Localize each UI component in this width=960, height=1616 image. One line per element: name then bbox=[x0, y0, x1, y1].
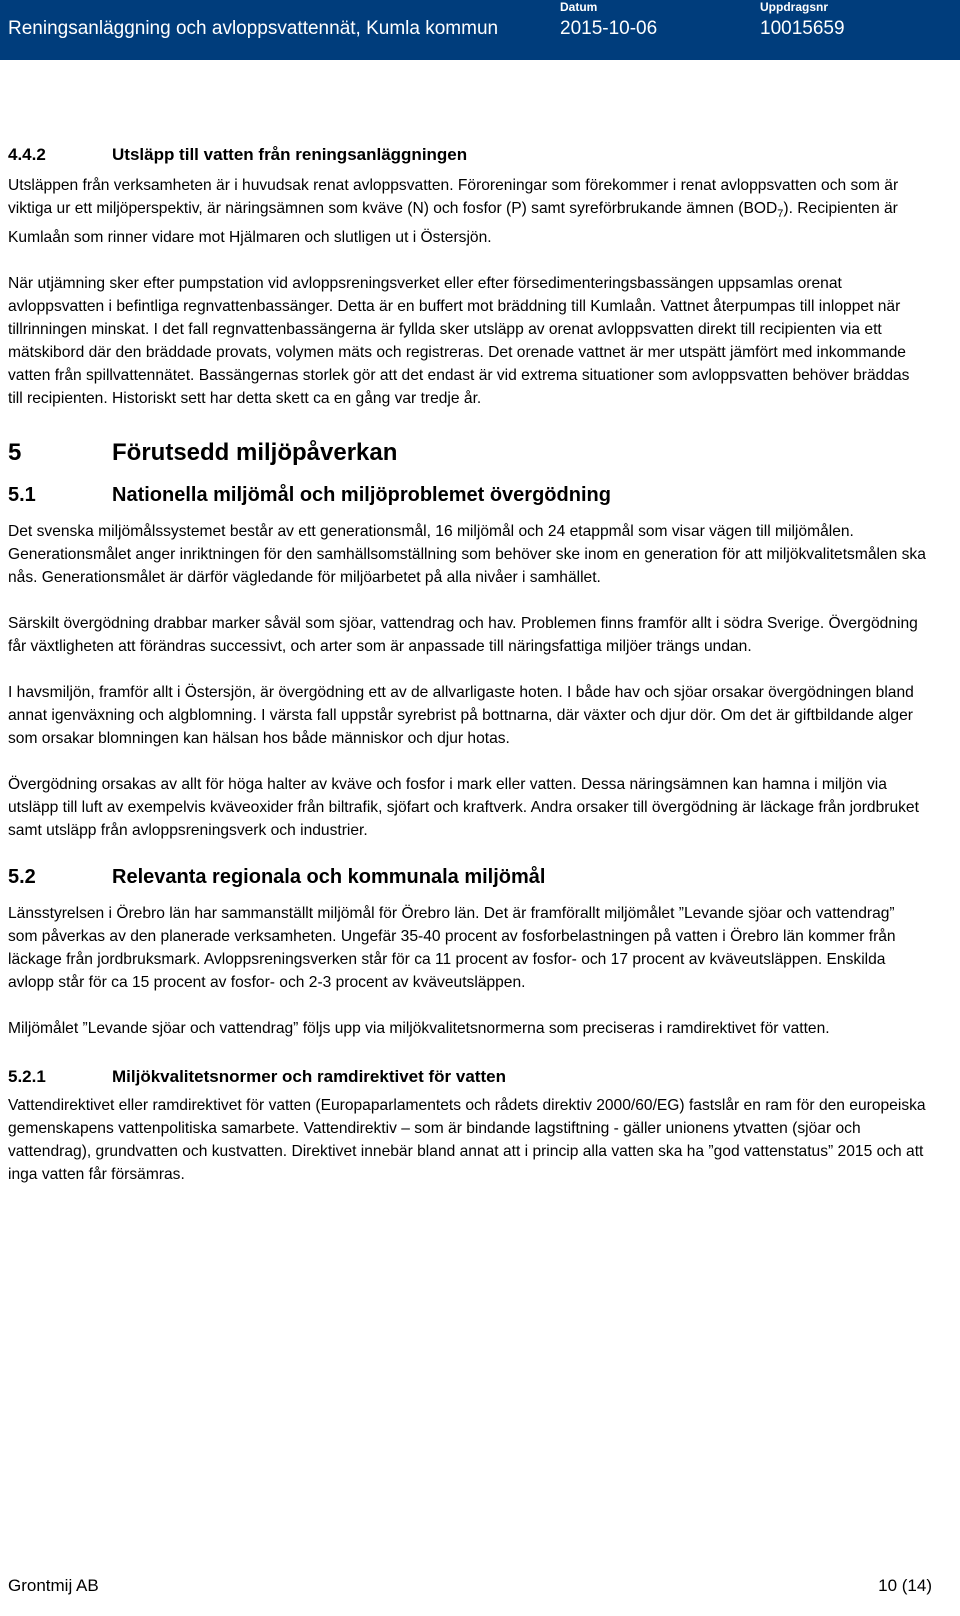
footer-company: Grontmij AB bbox=[8, 1576, 99, 1595]
paragraph: Övergödning orsakas av allt för höga halter av kväve och fosfor i mark eller vatten. Dessa näringsämnen kan hamna i miljön via utsläpp till luft av exempelvis kväveoxider från biltrafik, sjöfart och kraftverk. Andra orsaker till övergödning är läckage från jordbruket samt utsläpp från avloppsreningsverk och industrier. bbox=[8, 776, 919, 840]
paragraph: När utjämning sker efter pumpstation vid avloppsreningsverket eller efter försedimenteringsbassängen uppsamlas orenat avloppsvatten i befintliga regnvattenbassänger. Detta är en buffert mot bräddning till Kumlaån. Vattnet återpumpas till inloppet när tillrinningen minskat. I det fall regnvattenbassängerna är fyllda sker utsläpp av orenat avloppsvatten direkt till recipienten via ett mätskibord där den bräddade provats, volymen mäts och registreras. Det orenade vattnet är mer utspätt jämfört med inkommande vatten från spillvattennätet. Bassängernas storlek gör att det endast är vid extrema situationer som avloppsvatten behöver bräddas till recipienten. Historiskt sett har detta skett ca en gång var tredje år. bbox=[8, 275, 910, 408]
date-value: 2015-10-06 bbox=[560, 18, 658, 39]
page-header bbox=[0, 0, 960, 60]
ref-value: 10015659 bbox=[760, 18, 845, 39]
paragraph: Länsstyrelsen i Örebro län har sammanställt miljömål för Örebro län. Det är framförallt miljömålet ”Levande sjöar och vattendrag” som påverkas av den planerade verksamheten. Ungefär 35-40 procent av fosforbelastningen på vatten i Örebro län kommer från läckage från jordbruksmark. Avloppsreningsverken står för ca 11 procent av fosfor- och 17 procent av kväveutsläppen. Enskilda avlopp står för ca 15 procent av fosfor- och 2-3 procent av kväveutsläppen. bbox=[8, 905, 896, 992]
footer-page-number: 10 (14) bbox=[878, 1576, 932, 1595]
paragraph: Utsläppen från verksamheten är i huvudsak renat avloppsvatten. Föroreningar som förekommer i renat avloppsvatten och som är viktiga ur ett miljöperspektiv, är näringsämnen som kväve (N) och fosfor (P) samt syreförbrukande ämnen $(BOD_7)$. Recipienten är Kumlaån som rinner vidare mot Hjälmaren och slutligen ut i Östersjön. bbox=[8, 177, 899, 247]
heading-number: 5.2.1 bbox=[8, 1067, 46, 1087]
date-label: Datum bbox=[560, 0, 598, 14]
document-title: Reningsanläggning och avloppsvattennät, Kumla kommun bbox=[8, 18, 499, 39]
heading-text: Förutsedd miljöpåverkan bbox=[112, 439, 398, 467]
heading-4-4-2 bbox=[8, 144, 928, 166]
heading-number: 5.2 bbox=[8, 866, 36, 889]
heading-5-2-1 bbox=[8, 1066, 928, 1088]
heading-text: Relevanta regionala och kommunala miljömål bbox=[112, 866, 546, 889]
heading-number: 5.1 bbox=[8, 484, 36, 507]
document-body bbox=[8, 144, 928, 1186]
ref-label: Uppdragsnr bbox=[760, 0, 829, 14]
paragraph: Miljömålet ”Levande sjöar och vattendrag” följs upp via miljökvalitetsnormerna som preciseras i ramdirektivet för vatten. bbox=[8, 1020, 830, 1038]
paragraph: Vattendirektivet eller ramdirektivet för vatten (Europaparlamentets och rådets direktiv 2000/60/EG) fastslår en ram för den europeiska gemenskapens vattenpolitiska samarbete. Vattendirektiv – som är bindande lagstiftning - gäller unionens ytvatten (sjöar och vattendrag), grundvatten och kustvatten. Direktivet innebär bland annat att i princip alla vatten ska ha ”god vattenstatus” 2015 och att inga vatten får försämras. bbox=[8, 1097, 926, 1184]
heading-number: 5 bbox=[8, 439, 22, 467]
paragraph: I havsmiljön, framför allt i Östersjön, är övergödning ett av de allvarligaste hoten. I både hav och sjöar orsakar övergödningen bland annat igenväxning och algblomning. I värsta fall uppstår syrebrist på bottnarna, där växter och djur dör. Om det är giftbildande alger som orsakar blomningen kan hälsan hos både människor och djur hotas. bbox=[8, 684, 914, 748]
heading-text: Miljökvalitetsnormer och ramdirektivet för vatten bbox=[112, 1067, 506, 1087]
heading-5 bbox=[8, 438, 928, 468]
heading-text: Utsläpp till vatten från reningsanläggningen bbox=[112, 145, 468, 164]
heading-number: 4.4.2 bbox=[8, 145, 46, 164]
paragraph: Det svenska miljömålssystemet består av ett generationsmål, 16 miljömål och 24 etappmål som visar vägen till miljömålen. Generationsmålet anger inriktningen för den samhällsomställning som behöver ske inom en generation för att miljökvalitetsmålen ska nås. Generationsmålet är därför vägledande för miljöarbetet på alla nivåer i samhället. bbox=[8, 523, 926, 587]
heading-text: Nationella miljömål och miljöproblemet övergödning bbox=[112, 484, 611, 507]
heading-5-2 bbox=[8, 864, 928, 890]
paragraph: Särskilt övergödning drabbar marker såväl som sjöar, vattendrag och hav. Problemen finns framför allt i södra Sverige. Övergödning får växtligheten att förändras successivt, och arter som är anpassade till näringsfattiga miljöer trängs undan. bbox=[8, 615, 918, 656]
heading-5-1 bbox=[8, 482, 928, 508]
